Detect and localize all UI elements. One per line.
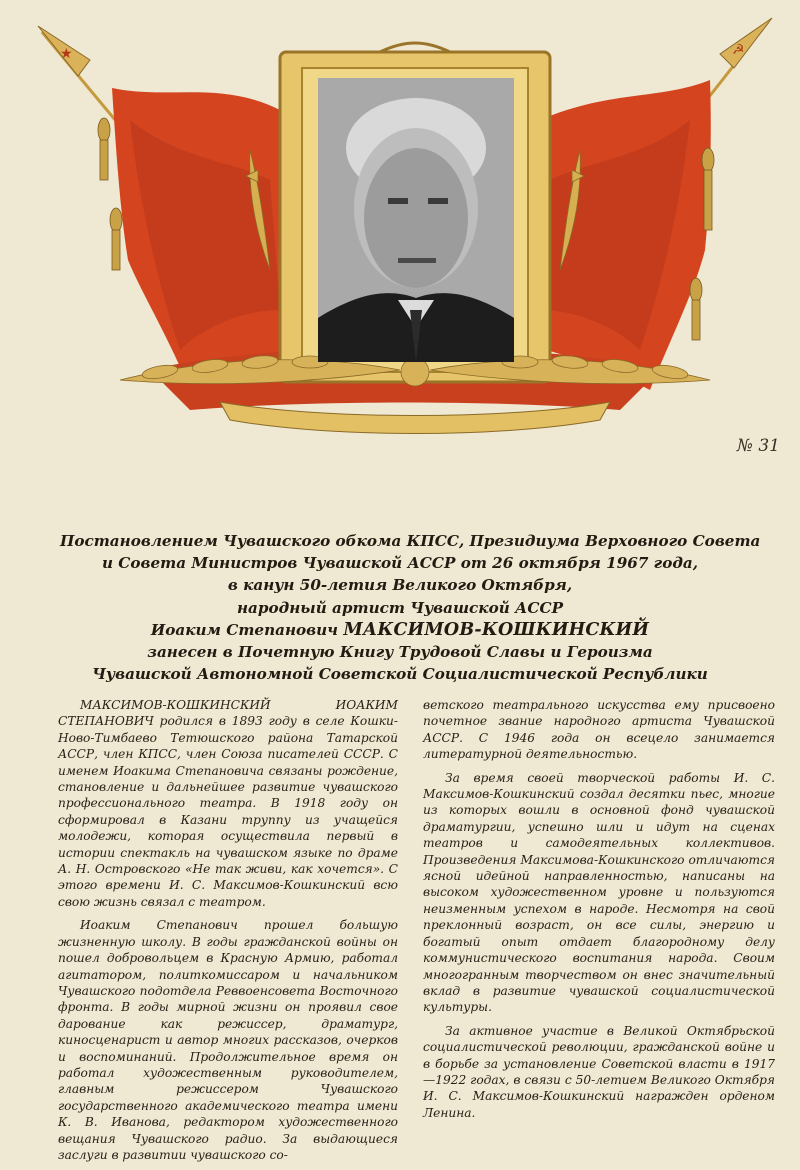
biography-paragraph: За активное участие в Великой Октябрьской социалистической революции, гражданской войне и в борьбе за установление Советской власти в 1917—1922 годах, в связи с 50-летием Великого Октября И. С. Максимов-Кошкинский награжден орденом Ленина. <box>423 1023 775 1120</box>
biography-paragraph: МАКСИМОВ-КОШКИНСКИЙ ИОАКИМ СТЕПАНОВИЧ родился в 1893 году в селе Кошки-Ново-Тимбаево Тетюшского района Татарской АССР, член КПСС, член Союза писателей СССР. С именем Иоакима Степановича связаны рождение, становление и дальнейшее развитие чувашского профессионального театра. В 1918 году он сформировал в Казани труппу из учащейся молодежи, которая осуществила первый в истории спектакль на чувашском языке по драме А. Н. Островского «Не так живи, как хочется». С этого времени И. С. Максимов-Кошкинский всю свою жизнь связал с театром. <box>58 698 398 909</box>
biography-paragraph: Иоаким Степанович прошел большую жизненную школу. В годы гражданской войны он пошел добровольцем в Красную Армию, работал агитатором, политкомиссаром и начальником Чувашского подотдела Реввоенсовета Восточного фронта. В годы мирной жизни он проявил свое дарование как режиссер, драматург, киносценарист и автор многих рассказов, очерков и воспоминаний. Продолжительное время он работал художественным руководителем, главным режиссером Чувашского государственного академического театра имени К. В. Иванова, редактором художественного вещания Чувашского радио. За выдающиеся заслуги в развитии чувашского со- <box>58 918 398 1162</box>
heading-line: Постановлением Чувашского обкома КПСС, Президиума Верховного Совета <box>60 532 761 550</box>
biography-right-column <box>423 697 775 1128</box>
resolution-heading <box>60 530 761 685</box>
closing-line: занесен в Почетную Книгу Трудовой Славы и Героизма <box>147 643 653 662</box>
right-pole-tip <box>720 18 772 68</box>
closing-line: Чувашской Автономной Советской Социалистической Республики <box>92 665 708 684</box>
document-number: № 31 <box>736 436 780 456</box>
honoree-last-name: МАКСИМОВ-КОШКИНСКИЙ <box>343 619 650 640</box>
right-hammer-sickle-icon: ☭ <box>732 42 745 58</box>
biography-left-column <box>58 697 398 1170</box>
honoree-first-name: Иоаким Степанович <box>150 620 339 639</box>
left-star-icon: ★ <box>60 46 73 62</box>
biography-paragraph: За время своей творческой работы И. С. Максимов-Кошкинский создал десятки пьес, многие из которых вошли в основной фонд чувашской драматургии, успешно шли и идут на сценах театров и самодеятельных коллективов. Произведения Максимова-Кошкинского отличаются ясной идейной направленностью, написаны на высоком художественном уровне и пользуются неизменным успехом в народе. Несмотря на свой преклонный возраст, он все силы, энергию и богатый опыт отдает благородному делу коммунистического воспитания народа. Своим многогранным творчеством он внес значительный вклад в развитие чувашской социалистической культуры. <box>423 770 775 1015</box>
wreath-ribbon <box>220 402 610 434</box>
portrait-photo <box>318 78 514 362</box>
heading-line: в канун 50-летия Великого Октября, <box>227 576 573 595</box>
honoree-name-line <box>60 619 740 641</box>
heading-line: народный артист Чувашской АССР <box>236 598 564 617</box>
heading-line: и Совета Министров Чувашской АССР от 26 октября 1967 года, <box>101 554 699 573</box>
biography-paragraph: ветского театрального искусства ему присвоено почетное звание народного артиста Чувашской АССР. С 1946 года он всецело занимается литературной деятельностью. <box>423 698 775 762</box>
